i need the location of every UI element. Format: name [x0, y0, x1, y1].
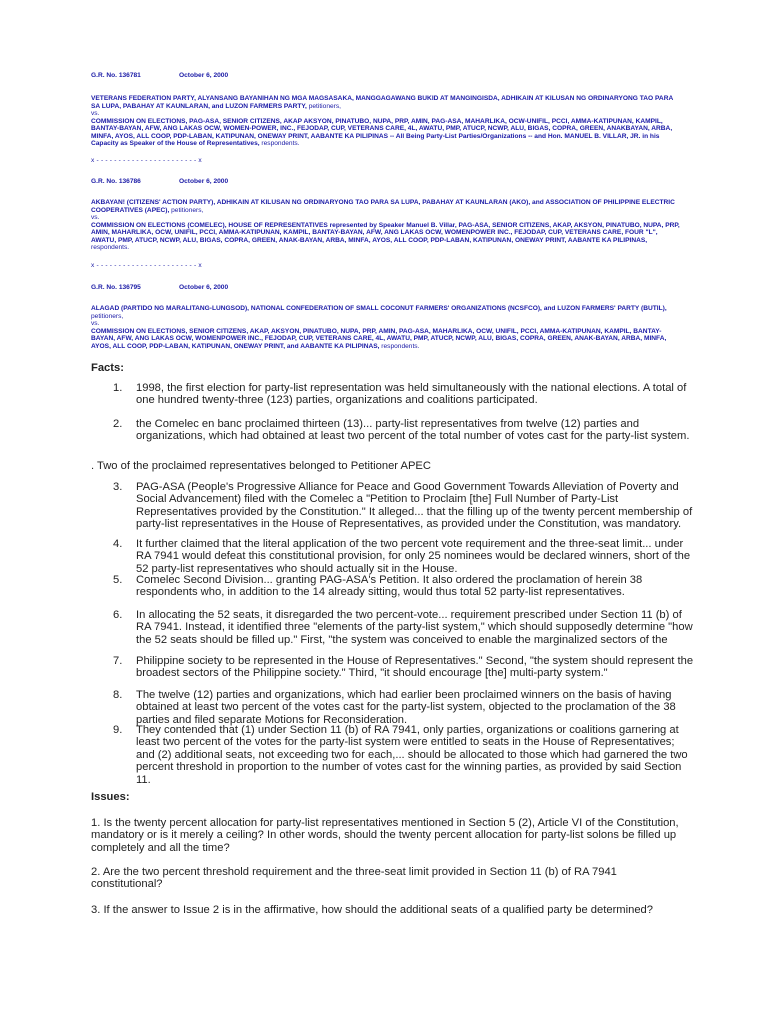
case-date: October 6, 2000: [179, 284, 229, 291]
item-number: 2.: [113, 418, 123, 430]
respondents-text: COMMISSION ON ELECTIONS, SENIOR CITIZENS, AKAP, AKSYON, PINATUBO, NUPA, PRP, AMIN, PAG-ASA, MAHARLIKA, OCW, UNIFIL, PCCI, AMMA-KATIPUNAN, KAMPIL, BANTAY-BAYAN, AFW, ANG LAKAS OCW, WOMENPOWER INC., FEJODAP, CUP, VETERANS CARE, 4L, AWATU, PMP, ATUCP, NCWP, ALU, BIGAS, COPRA, GREEN, ANAK-BAYAN, ARBA, MINFA, AYOS, ALL COOP, PDP-LABAN, KATIPUNAN, ONEWAY PRINT, and AABANTE KA PILIPINAS,: [91, 327, 667, 350]
petitioners-block: [91, 305, 681, 320]
respondents-block: [91, 118, 681, 148]
issues-heading: Issues:: [91, 791, 130, 803]
respondents-block: [91, 222, 681, 252]
item-number: 5.: [113, 574, 123, 586]
petitioners-tag: petitioners,: [91, 312, 124, 320]
petitioners-tag: petitioners,: [306, 102, 341, 110]
case-number: [91, 284, 229, 292]
issue-item: 1. Is the twenty percent allocation for party-list representatives mentioned in Section 5 (2), Article VI of the Constitution, mandatory or is it merely a ceiling? In other words, should the twenty percent allocation for party-list solons be filled up completely and all the time?: [91, 817, 679, 854]
item-text: Philippine society to be represented in the House of Representatives." Second, "the system should represent the broadest sectors of the Philippine society." Third, "it should encourage [the] multi-party system.": [136, 655, 694, 680]
petitioners-tag: petitioners,: [169, 206, 204, 214]
respondents-block: [91, 328, 681, 351]
case-date: October 6, 2000: [179, 72, 229, 79]
item-text: The twelve (12) parties and organizations, which had earlier been proclaimed winners on the basis of having obtained at least two percent of the votes cast for the party-list system, objected to the proclamation of the 38 parties and filed separate Motions for Reconsideration.: [136, 689, 676, 726]
vs-text: vs.: [91, 214, 100, 221]
case-number-text: G.R. No. 136786: [91, 178, 141, 185]
vs-text: vs.: [91, 110, 100, 117]
item-text: In allocating the 52 seats, it disregarded the two percent-vote... requirement prescribed under Section 11 (b) of RA 7941. Instead, it identified three "elements of the party-list system," which should supposedly determine "how the 52 seats should be filled up." First, "the system was conceived to enable the marginalized sectors of the: [136, 609, 693, 646]
issue-item: 3. If the answer to Issue 2 is in the affirmative, how should the additional seats of a qualified party be determined?: [91, 904, 653, 916]
item-text: PAG-ASA (People's Progressive Alliance for Peace and Good Government Towards Alleviation of Poverty and Social Advancement) filed with the Comelec a "Petition to Proclaim [the] Full Number of Party-List Representatives provided by the Constitution." It alleged... that the filling up of the twenty percent membership of party-list representatives in the House of Representatives, as provided under the Constitution, was mandatory.: [136, 481, 693, 531]
case-number-text: G.R. No. 136781: [91, 72, 141, 79]
respondents-tag: respondents.: [259, 140, 300, 147]
petitioners-text: ALAGAD (PARTIDO NG MARALITANG-LUNGSOD), NATIONAL CONFEDERATION OF SMALL COCONUT FARMERS' ORGANIZATIONS (NCSFCO), and LUZON FARMERS' PARTY (BUTIL),: [91, 305, 667, 312]
item-number: 9.: [113, 724, 123, 736]
petitioners-block: [91, 95, 681, 110]
item-number: 6.: [113, 609, 123, 621]
issue-item: 2. Are the two percent threshold requirement and the three-seat limit provided in Section 11 (b) of RA 7941 constitutional?: [91, 866, 617, 891]
respondents-tag: respondents.: [91, 244, 130, 251]
facts-heading: Facts:: [91, 362, 124, 374]
vs-text: vs.: [91, 320, 100, 327]
item-text: the Comelec en banc proclaimed thirteen (13)... party-list representatives from twelve (12) parties and organizations, which had obtained at least two percent of the total number of votes cast for the party-list system.: [136, 418, 690, 443]
item-text: They contended that (1) under Section 11 (b) of RA 7941, only parties, organizations or coalitions garnering at least two percent of the votes for the party-list system were entitled to seats in the House of Representatives; and (2) additional seats, not exceeding two for each,... should be allocated to those which had garnered the two percent threshold in proportion to the number of votes cast for the winning parties, as provided by said Section 11.: [136, 724, 688, 786]
separator: x - - - - - - - - - - - - - - - - - - - - - - - x: [91, 262, 202, 269]
respondents-text: COMMISSION ON ELECTIONS, PAG-ASA, SENIOR CITIZENS, AKAP AKSYON, PINATUBO, NUPA, PRP, AMIN, PAG-ASA, MAHARLIKA, OCW-UNIFIL, PCCI, AMMA-KATIPUNAN, KAMPIL, BANTAY-BAYAN, AFW, ANG LAKAS OCW, WOMEN-POWER, INC., FEJODAP, CUP, VETERANS CARE, 4L, AWATU, PMP, ATUCP, NCWP, ALU, BIGAS, COPRA, GREEN, ANAKBAYAN, ARBA, MINFA, AYOS, ALL COOP, PDP-LABAN, KATIPUNAN, ONEWAY PRINT, AABANTE KA PILIPINAS -- All Being Party-List Parties/Organizations -- and Hon. MANUEL B. VILLAR, JR. in his Capacity as Speaker of the House of Representatives,: [91, 117, 673, 147]
petitioners-block: [91, 199, 681, 214]
item-text: 1998, the first election for party-list representation was held simultaneously with the national elections. A total of one hundred twenty-three (123) parties, organizations and coalitions participated.: [136, 382, 687, 407]
item-number: 7.: [113, 655, 123, 667]
item-number: 1.: [113, 382, 123, 394]
case-number: [91, 178, 229, 186]
case-date: October 6, 2000: [179, 178, 229, 185]
respondents-text: COMMISSION ON ELECTIONS (COMELEC), HOUSE OF REPRESENTATIVES represented by Speaker Manuel B. Villar, PAG-ASA, SENIOR CITIZENS, AKAP, AKSYON, PINATUBO, NUPA, PRP, AMIN, MAHARLIKA, OCW, UNIFIL, PCCI, AMMA-KATIPUNAN, KAMPIL, BANTAY-BAYAN, AFW, ANG LAKAS OCW, WOMENPOWER INC., FEJODAP, CUP, VETERANS CARE, FOUR "L", AWATU, PMP, ATUCP, NCWP, ALU, BIGAS, COPRA, GREEN, ANAK-BAYAN, ARBA, MINFA, AYOS, ALL COOP, PDP-LABAN, KATIPUNAN, ONEWAY PRINT, AABANTE KA PILIPINAS,: [91, 221, 680, 244]
case-parties: [91, 95, 681, 148]
item-number: 4.: [113, 538, 123, 550]
separator: x - - - - - - - - - - - - - - - - - - - - - - - x: [91, 157, 202, 164]
item-text: Comelec Second Division... granting PAG-ASA's Petition. It also ordered the proclamation of herein 38 respondents who, in addition to the 14 already sitting, would thus total 52 party-list representatives.: [136, 574, 643, 599]
item-number: 3.: [113, 481, 123, 493]
petitioners-text: AKBAYAN! (CITIZENS' ACTION PARTY), ADHIKAIN AT KILUSAN NG ORDINARYONG TAO PARA SA LUPA, PABAHAY AT KAUNLARAN (AKO), and ASSOCIATION OF PHILIPPINE ELECTRIC COOPERATIVES (APEC),: [91, 199, 675, 214]
respondents-tag: respondents.: [379, 342, 420, 350]
petitioners-text: VETERANS FEDERATION PARTY, ALYANSANG BAYANIHAN NG MGA MAGSASAKA, MANGGAGAWANG BUKID AT MANGINGISDA, ADHIKAIN AT KILUSAN NG ORDINARYONG TAO PARA SA LUPA, PABAHAY AT KAUNLARAN, and LUZON FARMERS PARTY,: [91, 95, 673, 110]
facts-note: . Two of the proclaimed representatives belonged to Petitioner APEC: [91, 460, 431, 472]
case-parties: [91, 199, 681, 252]
item-text: It further claimed that the literal application of the two percent vote requirement and the three-seat limit... under RA 7941 would defeat this constitutional provision, for only 25 nominees would be declared winners, short of the 52 party-list representatives who should actually sit in the House.: [136, 538, 691, 575]
case-parties: [91, 305, 681, 350]
item-number: 8.: [113, 689, 123, 701]
case-number-text: G.R. No. 136795: [91, 284, 141, 291]
case-number: [91, 72, 229, 80]
